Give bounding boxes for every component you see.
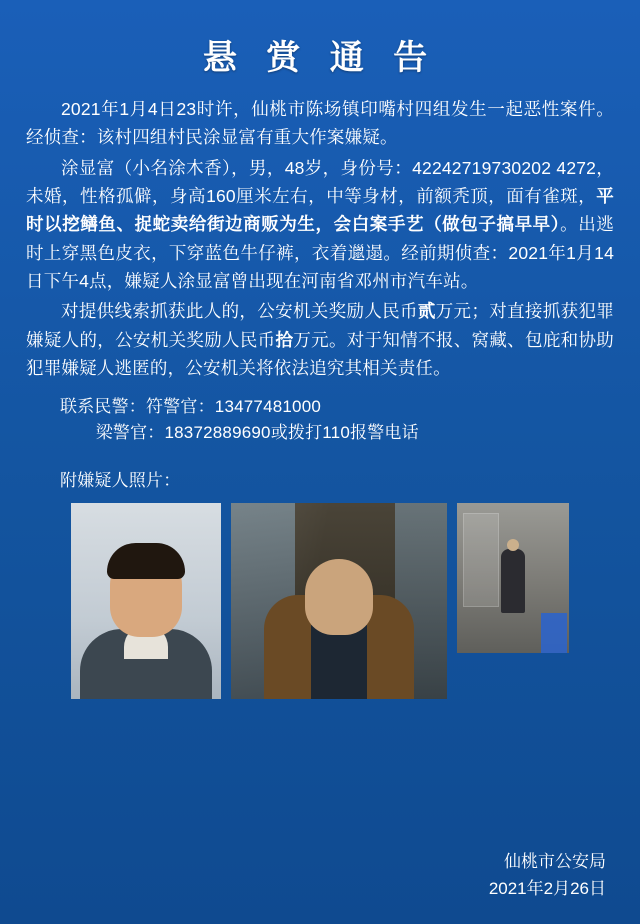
suspect-description-bold: 平时以挖鳝鱼、捉蛇卖给街边商贩为生，会白案手艺（做包子搞早早） xyxy=(26,186,614,235)
page-title: 悬 赏 通 告 xyxy=(202,39,438,77)
surveillance-shirt-shape xyxy=(311,625,367,699)
suspect-description-part-1: 涂显富（小名涂木香），男，48岁，身份号：42242719730202 4272，未婚，性格孤僻，身高160厘米左右，中等身材，前额秃顶，面有雀斑， xyxy=(26,157,614,207)
reward-text-part-2: 万元；对直接抓获犯罪嫌疑人的，公安机关奖励人民币 xyxy=(26,301,615,350)
suspect-surveillance-photo xyxy=(231,503,447,699)
contact-block xyxy=(26,394,614,445)
contact-line-officer-fu xyxy=(26,394,614,420)
photos-label: 附嫌疑人照片： xyxy=(60,471,181,491)
signature-block xyxy=(489,849,606,902)
reward-text-part-1: 对提供线索抓获此人的，公安机关奖励人民币 xyxy=(61,301,418,322)
street-person-shape xyxy=(501,549,525,613)
paragraph-reward xyxy=(26,297,614,382)
surveillance-head-shape xyxy=(305,559,373,635)
paragraph-suspect-description xyxy=(26,154,614,296)
paragraph-incident-text: 2021年1月4日23时许，仙桃市陈场镇印嘴村四组发生一起恶性案件。经侦查：该村四组村民涂显富有重大作案嫌疑。 xyxy=(26,99,614,148)
suspect-street-photo xyxy=(457,503,569,653)
issuing-authority: 仙桃市公安局 xyxy=(504,852,606,872)
paragraph-incident xyxy=(26,95,614,152)
street-blue-object xyxy=(541,613,567,653)
issue-date: 2021年2月26日 xyxy=(488,878,606,898)
street-person-head-shape xyxy=(507,539,519,551)
contact-line-officer-liang[interactable]: 梁警官：18372889690或拨打110报警电话 xyxy=(95,422,419,442)
reward-amount-tip: 贰 xyxy=(417,301,436,322)
portrait-hair-shape xyxy=(107,543,185,579)
contact-phone-fu[interactable]: 符警官：13477481000 xyxy=(146,397,322,417)
suspect-portrait-photo xyxy=(71,503,221,699)
street-doorway-shape xyxy=(463,513,499,607)
contact-label: 联系民警： xyxy=(60,397,146,417)
suspect-description-part-2: 。出逃时上穿黑色皮衣，下穿蓝色牛仔裤，衣着邋遢。经前期侦查：2021年1月14日下午4点，嫌疑人涂显富曾出现在河南省邓州市汽车站。 xyxy=(26,214,614,292)
suspect-photo-gallery xyxy=(26,503,614,699)
notice-body xyxy=(26,95,614,495)
reward-text-part-3: 万元。对于知情不报、窝藏、包庇和协助犯罪嫌疑人逃匿的，公安机关将依法追究其相关责任。 xyxy=(26,329,614,379)
reward-amount-capture: 拾 xyxy=(275,329,294,350)
